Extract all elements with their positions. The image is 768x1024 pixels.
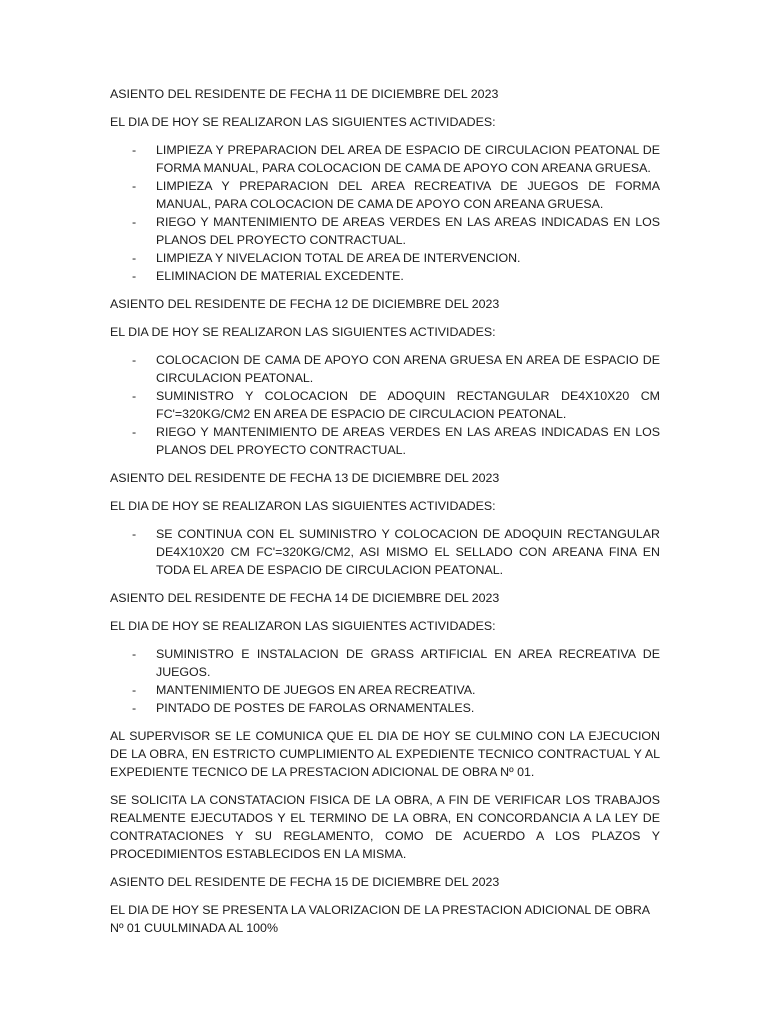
section-intro: EL DIA DE HOY SE REALIZARON LAS SIGUIENTES ACTIVIDADES: (110, 115, 496, 129)
list-item: - COLOCACION DE CAMA DE APOYO CON ARENA GRUESA EN AREA DE ESPACIO DE CIRCULACION PEATONAL. (110, 351, 660, 387)
activity-list (110, 525, 660, 579)
section-intro: EL DIA DE HOY SE REALIZARON LAS SIGUIENTES ACTIVIDADES: (110, 619, 496, 633)
list-item: - SE CONTINUA CON EL SUMINISTRO Y COLOCACION DE ADOQUIN RECTANGULAR DE4X10X20 CM FC'=320KG/CM2, ASI MISMO EL SELLADO CON AREANA FINA EN TODA EL AREA DE ESPACIO DE CIRCULACION PEATONAL. (110, 525, 660, 579)
valuation-statement: EL DIA DE HOY SE PRESENTA LA VALORIZACION DE LA PRESTACION ADICIONAL DE OBRA Nº 01 CUULMINADA AL 100% (110, 903, 650, 935)
list-item: - LIMPIEZA Y PREPARACION DEL AREA DE ESPACIO DE CIRCULACION PEATONAL DE FORMA MANUAL, PARA COLOCACION DE CAMA DE APOYO CON AREANA GRUESA. (110, 141, 660, 177)
section-intro: EL DIA DE HOY SE REALIZARON LAS SIGUIENTES ACTIVIDADES: (110, 325, 496, 339)
supervisor-notice: AL SUPERVISOR SE LE COMUNICA QUE EL DIA DE HOY SE CULMINO CON LA EJECUCION DE LA OBRA, EN ESTRICTO CUMPLIMIENTO AL EXPEDIENTE TECNICO CONTRACTUAL Y AL EXPEDIENTE TECNICO DE LA PRESTACION ADICIONAL DE OBRA Nº 01. (110, 729, 660, 779)
list-item: - LIMPIEZA Y PREPARACION DEL AREA RECREATIVA DE JUEGOS DE FORMA MANUAL, PARA COLOCACION DE CAMA DE APOYO CON AREANA GRUESA. (110, 177, 660, 213)
verification-request: SE SOLICITA LA CONSTATACION FISICA DE LA OBRA, A FIN DE VERIFICAR LOS TRABAJOS REALMENTE EJECUTADOS Y EL TERMINO DE LA OBRA, EN CONCORDANCIA A LA LEY DE CONTRATACIONES Y SU REGLAMENTO, COMO DE ACUERDO A LOS PLAZOS Y PROCEDIMIENTOS ESTABLECIDOS EN LA MISMA. (110, 793, 660, 861)
section-heading: ASIENTO DEL RESIDENTE DE FECHA 11 DE DICIEMBRE DEL 2023 (110, 87, 499, 101)
section-heading: ASIENTO DEL RESIDENTE DE FECHA 13 DE DICIEMBRE DEL 2023 (110, 471, 500, 485)
list-item: - RIEGO Y MANTENIMIENTO DE AREAS VERDES EN LAS AREAS INDICADAS EN LOS PLANOS DEL PROYECTO CONTRACTUAL. (110, 213, 660, 249)
list-item: - PINTADO DE POSTES DE FAROLAS ORNAMENTALES. (110, 699, 660, 717)
section-heading: ASIENTO DEL RESIDENTE DE FECHA 12 DE DICIEMBRE DEL 2023 (110, 297, 500, 311)
list-item: - SUMINISTRO Y COLOCACION DE ADOQUIN RECTANGULAR DE4X10X20 CM FC'=320KG/CM2 EN AREA DE ESPACIO DE CIRCULACION PEATONAL. (110, 387, 660, 423)
list-item: - SUMINISTRO E INSTALACION DE GRASS ARTIFICIAL EN AREA RECREATIVA DE JUEGOS. (110, 645, 660, 681)
activity-list (110, 141, 660, 285)
activity-list (110, 645, 660, 717)
list-item: - RIEGO Y MANTENIMIENTO DE AREAS VERDES EN LAS AREAS INDICADAS EN LOS PLANOS DEL PROYECTO CONTRACTUAL. (110, 423, 660, 459)
list-item: - MANTENIMIENTO DE JUEGOS EN AREA RECREATIVA. (110, 681, 660, 699)
section-heading: ASIENTO DEL RESIDENTE DE FECHA 15 DE DICIEMBRE DEL 2023 (110, 875, 500, 889)
document-body (110, 85, 660, 947)
section-intro: EL DIA DE HOY SE REALIZARON LAS SIGUIENTES ACTIVIDADES: (110, 499, 496, 513)
list-item: - ELIMINACION DE MATERIAL EXCEDENTE. (110, 267, 660, 285)
section-heading: ASIENTO DEL RESIDENTE DE FECHA 14 DE DICIEMBRE DEL 2023 (110, 591, 500, 605)
activity-list (110, 351, 660, 459)
list-item: - LIMPIEZA Y NIVELACION TOTAL DE AREA DE INTERVENCION. (110, 249, 660, 267)
